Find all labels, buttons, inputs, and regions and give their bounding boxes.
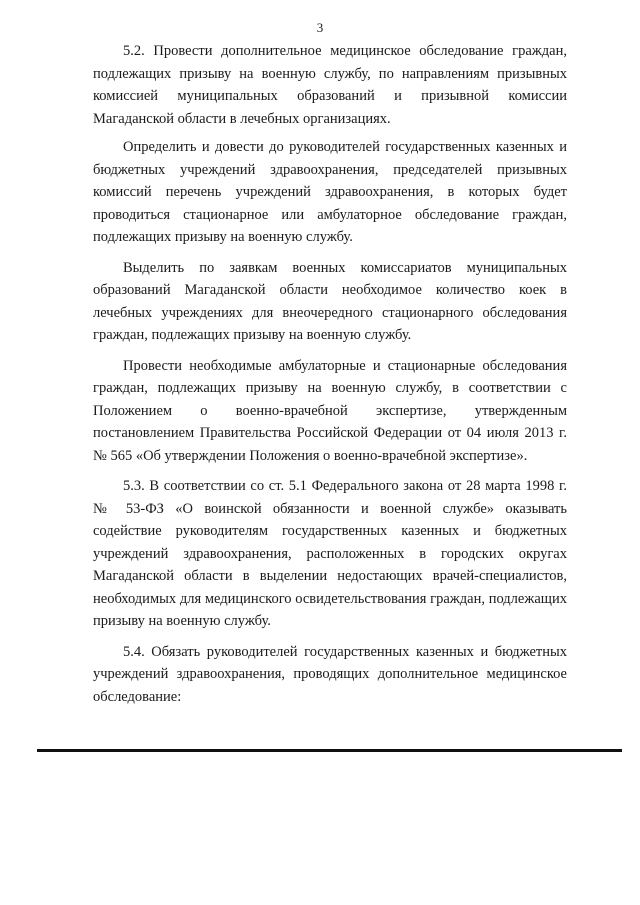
footer-divider — [37, 749, 622, 752]
paragraph-5-3: 5.3. В соответствии со ст. 5.1 Федерального закона от 28 марта 1998 г. № 53-ФЗ «О воинской обязанности и военной службе» оказывать содействие руководителям государственных казенных и бюджетных учреждений здравоохранения, расположенных в городских округах Магаданской области в выделении недостающих врачей-специалистов, необходимых для медицинского освидетельствования граждан, подлежащих призыву на военную службу. — [93, 478, 567, 629]
paragraph-allocate-beds: Выделить по заявкам военных комиссариатов муниципальных образований Магаданской области необходимое количество коек в лечебных учреждениях для внеочередного стационарного обследования граждан, подлежащих призыву на военную службу. — [93, 259, 567, 343]
paragraph-determine-list: Определить и довести до руководителей государственных казенных и бюджетных учреждений здравоохранения, председателей призывных комиссий перечень учреждений здравоохранения, в которых будет проводиться стационарное или амбулаторное обследование граждан, подлежащих призыву на военную службу. — [93, 139, 567, 245]
page-number: 3 — [316, 20, 324, 35]
paragraph-5-4: 5.4. Обязать руководителей государственных казенных и бюджетных учреждений здравоохранения, проводящих дополнительное медицинское обследование: — [93, 643, 567, 705]
document-body — [93, 40, 567, 708]
paragraph-5-2: 5.2. Провести дополнительное медицинское обследование граждан, подлежащих призыву на военную службу, по направлениям призывных комиссией муниципальных образований и призывной комиссии Магаданской области в лечебных организациях. — [93, 43, 567, 127]
paragraph-conduct-examinations: Провести необходимые амбулаторные и стационарные обследования граждан, подлежащих призыву на военную службу, в соответствии с Положением о военно-врачебной экспертизе, утвержденным постановлением Правительства Российской Федерации от 04 июля 2013 г. № 565 «Об утверждении Положения о военно-врачебной экспертизе». — [93, 357, 567, 464]
